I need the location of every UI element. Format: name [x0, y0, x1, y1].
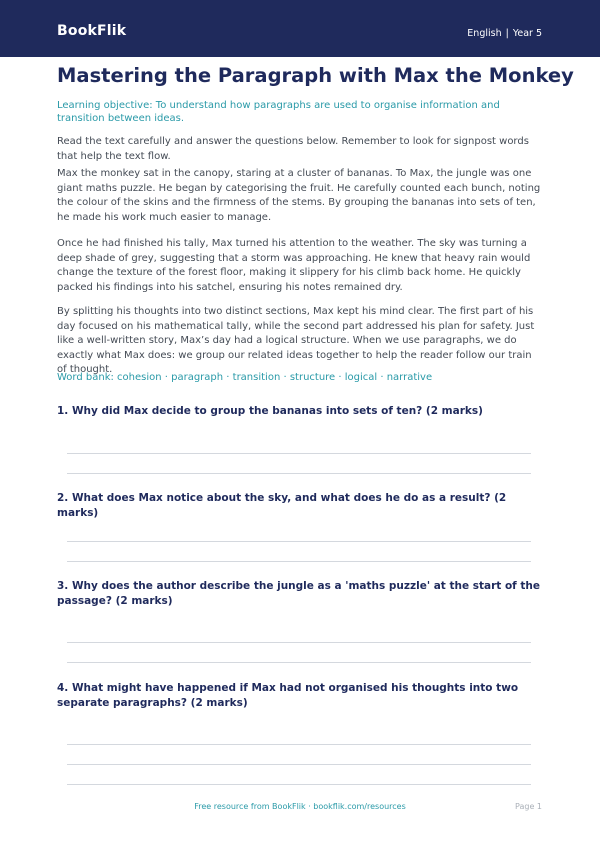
learning-objective: Learning objective: To understand how paragraphs are used to organise information and transition between ideas. — [57, 100, 500, 124]
passage-paragraph: By splitting his thoughts into two distinct sections, Max kept his mind clear. The first part of his day focused on his mathematical tally, while the second part addressed his plan for safety. Just like a well-written story, Max’s day had a logical structure. When we use paragraphs, we do exactly what Max does: we group our related ideas together to help the reader follow our train of thought. — [57, 306, 535, 375]
subject-label — [467, 28, 542, 39]
question-text: 3. Why does the author describe the jungle as a 'maths puzzle' at the start of the passage? (2 marks) — [57, 580, 540, 607]
question-4 — [57, 681, 544, 711]
answer-line[interactable] — [67, 561, 531, 562]
question-text: 1. Why did Max decide to group the bananas into sets of ten? (2 marks) — [57, 405, 483, 417]
question-3 — [57, 579, 544, 609]
answer-line[interactable] — [67, 541, 531, 542]
answer-line[interactable] — [67, 744, 531, 745]
word-bank: Word bank: cohesion · paragraph · transition · structure · logical · narrative — [57, 372, 433, 383]
answer-line[interactable] — [67, 662, 531, 663]
question-2 — [57, 491, 544, 521]
subject-separator: | — [505, 28, 509, 39]
page-title: Mastering the Paragraph with Max the Monkey — [57, 64, 574, 87]
question-text: 4. What might have happened if Max had not organised his thoughts into two separate paragraphs? (2 marks) — [57, 682, 519, 709]
brand-logo[interactable]: BookFlik — [57, 23, 127, 39]
instructions: Read the text carefully and answer the questions below. Remember to look for signpost words that help the text flow. — [57, 136, 529, 162]
answer-line[interactable] — [67, 764, 531, 765]
passage-paragraph: Max the monkey sat in the canopy, staring at a cluster of bananas. To Max, the jungle was one giant maths puzzle. He began by categorising the fruit. He carefully counted each bunch, noting the colour of the skins and the firmness of the stems. By grouping the bananas into sets of ten, he made his work much easier to manage. — [57, 168, 541, 223]
year-level: Year 5 — [512, 28, 542, 39]
footer-credit: Free resource from BookFlik · bookflik.com/resources — [194, 802, 406, 811]
answer-line[interactable] — [67, 453, 531, 454]
answer-line[interactable] — [67, 642, 531, 643]
page-number: Page 1 — [515, 802, 542, 811]
passage-paragraph: Once he had finished his tally, Max turned his attention to the weather. The sky was turning a deep shade of grey, suggesting that a storm was approaching. He knew that heavy rain would change the texture of the forest floor, making it slippery for his climb back home. He quickly packed his findings into his satchel, ensuring his notes remained dry. — [57, 238, 531, 293]
question-text: 2. What does Max notice about the sky, and what does he do as a result? (2 marks) — [57, 492, 507, 519]
answer-line[interactable] — [67, 473, 531, 474]
question-1 — [57, 404, 544, 419]
subject-name: English — [467, 28, 502, 39]
answer-line[interactable] — [67, 784, 531, 785]
header-bar — [0, 0, 600, 57]
